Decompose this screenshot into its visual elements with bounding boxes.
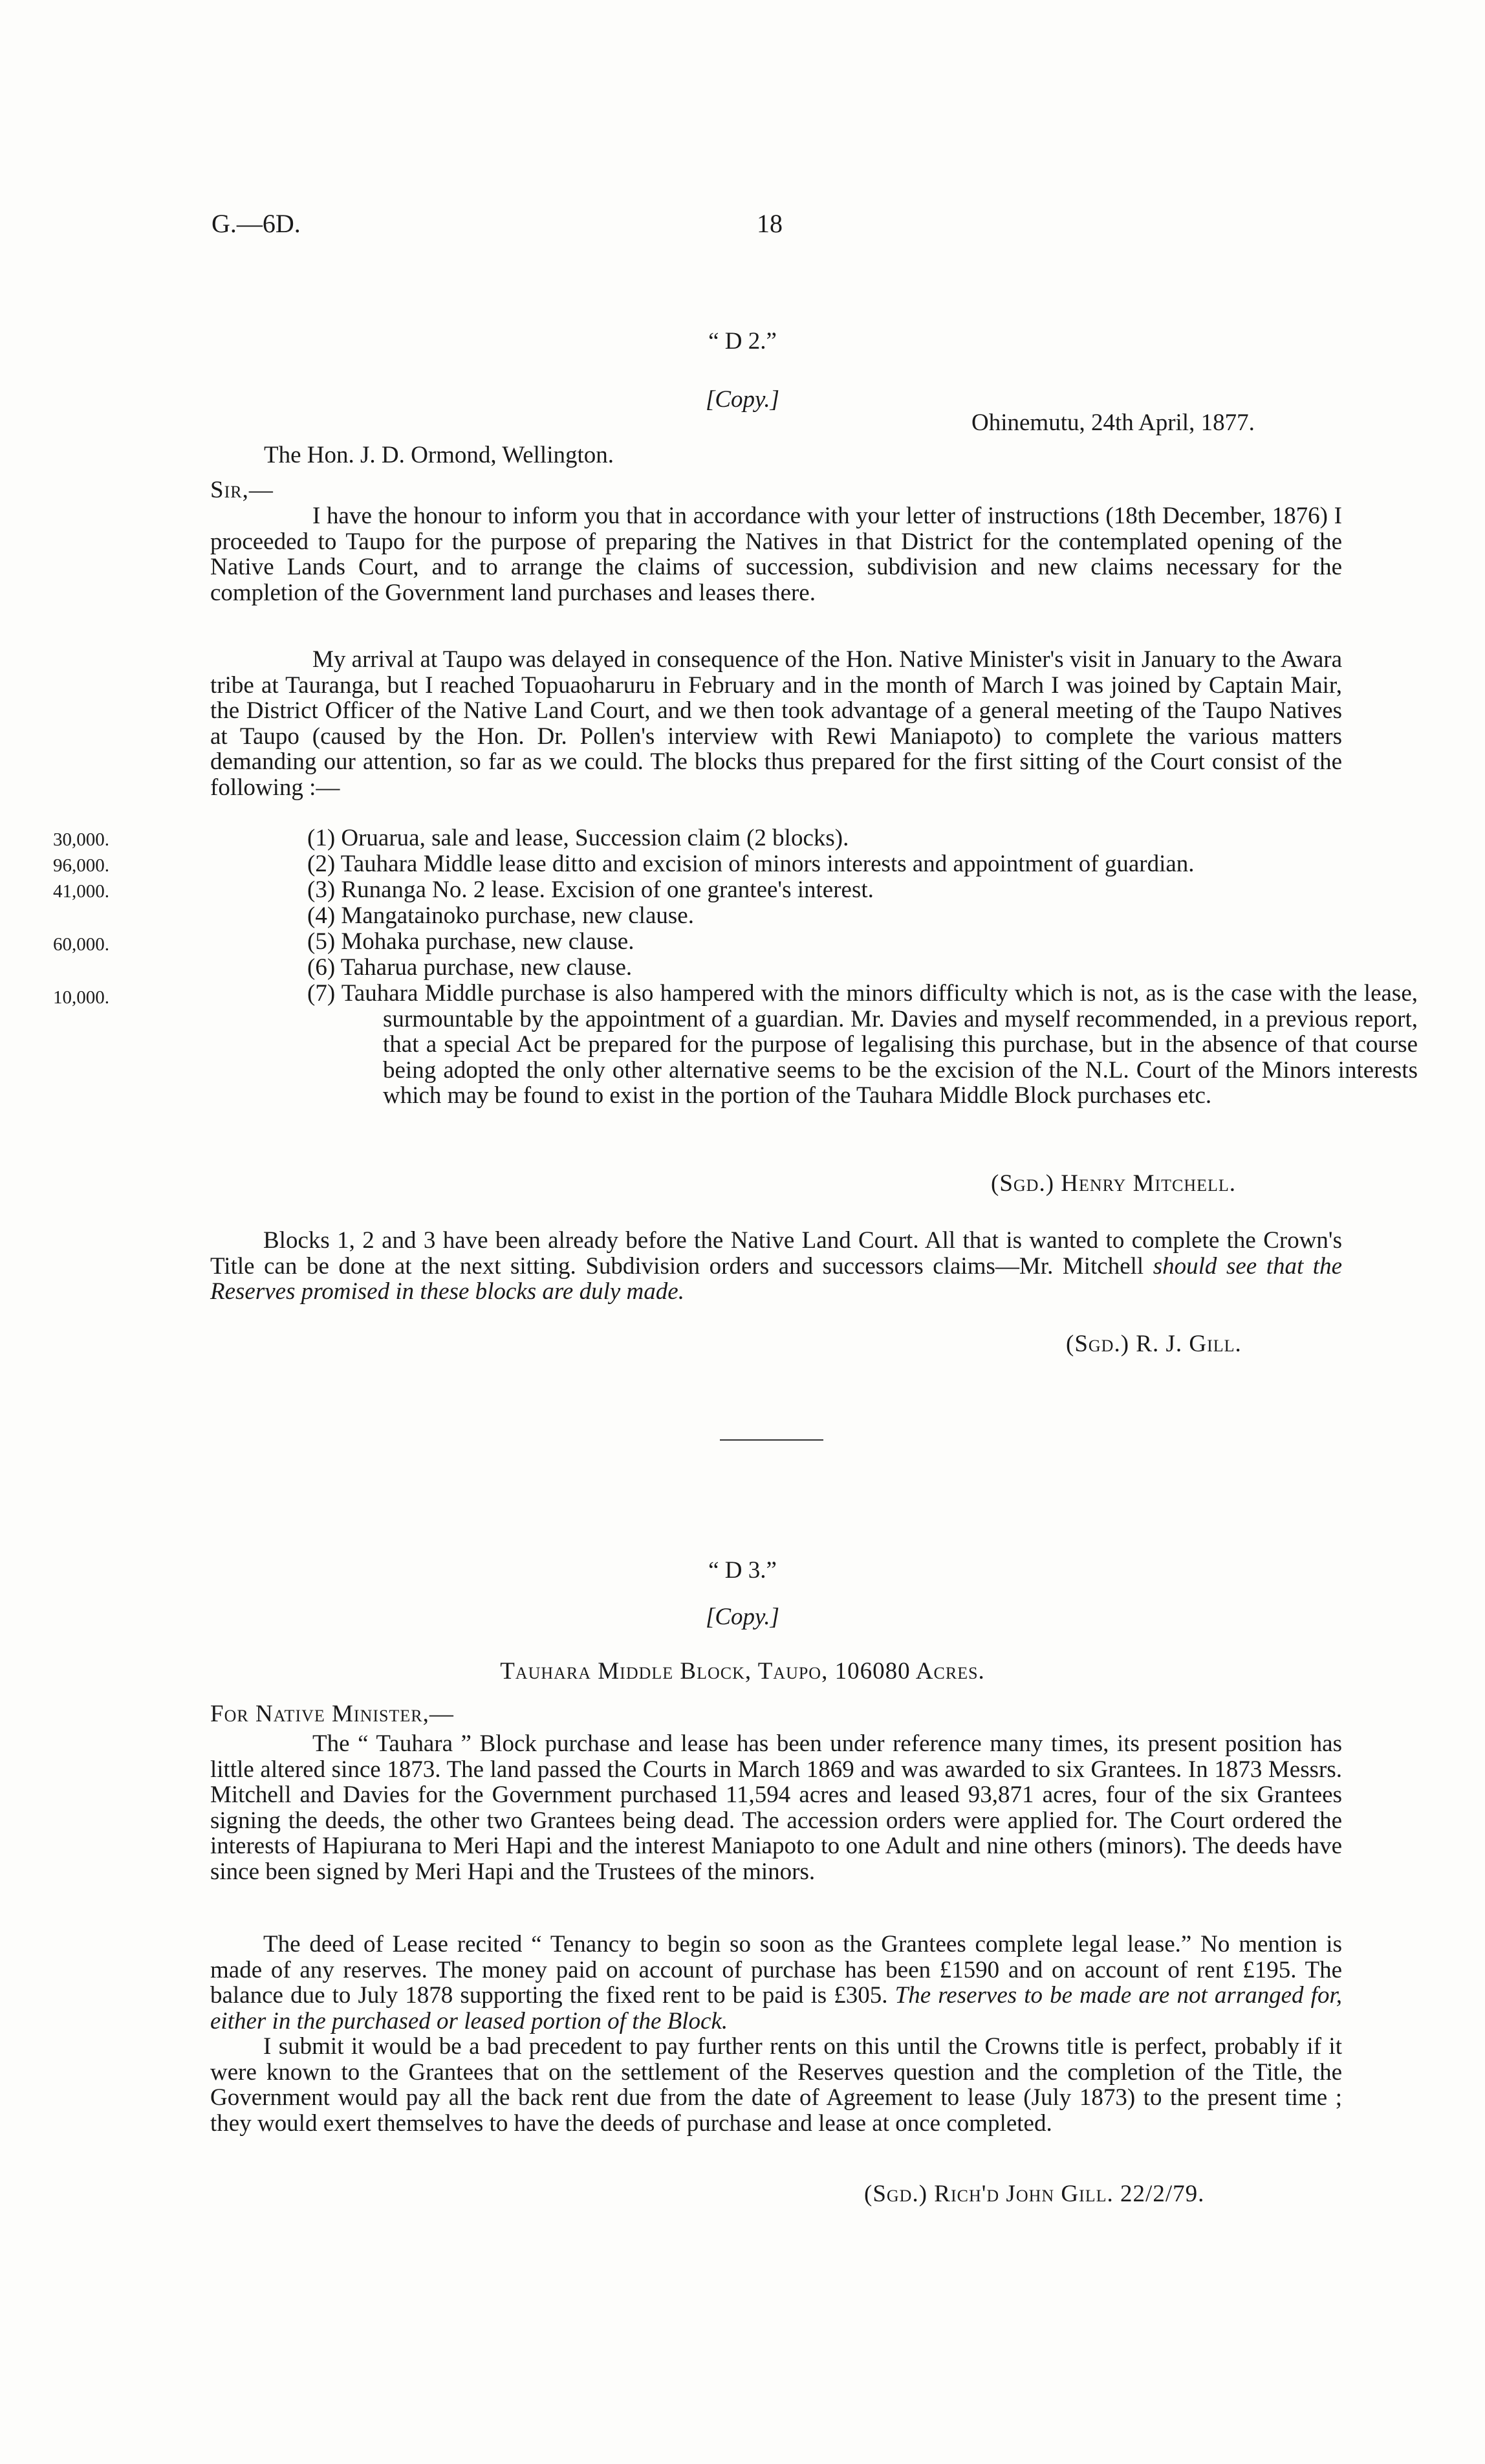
d2-note bbox=[210, 1228, 1342, 1305]
d2-note-italic: should see that the Reserves promised in these blocks are duly made. bbox=[210, 1252, 1342, 1305]
d2-copy-label: [Copy.] bbox=[705, 386, 780, 413]
d3-paragraph-2 bbox=[210, 1932, 1342, 2034]
list-item: (7) Tauhara Middle purchase is also hampered with the minors difficulty which is not, as is the case with the lease, surmountable by the appointment of a guardian. Mr. Davies and myself recommended, in a previous report, that a special Act be prepared for the purpose of legalising this purchase, but in the absence of that course being adopted the only other alternative seems to be the excision of the N.L. Court of the Minors interests which may be found to exist in the portion of the Tauhara Middle Block purchases etc. bbox=[307, 980, 1418, 1109]
d3-label: “ D 3.” bbox=[708, 1557, 777, 1584]
d2-signature-mitchell: (Sgd.) Henry Mitchell. bbox=[991, 1170, 1237, 1197]
d3-paragraph-1: The “ Tauhara ” Block purchase and lease has been under reference many times, its present position has little altered since 1873. The land passed the Courts in March 1869 and was awarded to six Grantees. In 1873 Messrs. Mitchell and Davies for the Government purchased 11,594 acres and leased 93,871 acres, four of the six Grantees signing the deeds, the other two Grantees being dead. The accession orders were applied for. The Court ordered the interests of Hapiurana to Meri Hapi and the interest Maniapoto to one Adult and nine others (minors). The deeds have since been signed by Meri Hapi and the Trustees of the minors. bbox=[210, 1730, 1342, 1885]
list-item: (3) Runanga No. 2 lease. Excision of one grantee's interest. bbox=[307, 877, 874, 903]
margin-acreage-3: 41,000. bbox=[53, 881, 109, 902]
margin-acreage-5: 60,000. bbox=[53, 934, 109, 955]
document-reference: G.—6D. bbox=[211, 209, 301, 238]
section-divider bbox=[720, 1439, 823, 1441]
d3-copy-label: [Copy.] bbox=[705, 1604, 780, 1630]
list-item: (2) Tauhara Middle lease ditto and excision of minors interests and appointment of guardian. bbox=[307, 851, 1195, 877]
d3-salutation: For Native Minister,— bbox=[210, 1701, 454, 1727]
d2-paragraph-1: I have the honour to inform you that in accordance with your letter of instructions (18th December, 1876) I proceeded to Taupo for the purpose of preparing the Natives in that District for the contemplated opening of the Native Lands Court, and to arrange the claims of succession, subdivision and new claims necessary for the completion of the Government land purchases and leases there. bbox=[210, 503, 1342, 606]
list-item: (6) Taharua purchase, new clause. bbox=[307, 954, 633, 981]
d3-signature: (Sgd.) Rich'd John Gill. 22/2/79. bbox=[864, 2181, 1205, 2207]
d2-label: “ D 2.” bbox=[708, 328, 777, 354]
margin-acreage-7: 10,000. bbox=[53, 987, 109, 1008]
margin-acreage-1: 30,000. bbox=[53, 829, 109, 850]
d3-paragraph-2-text: The deed of Lease recited “ Tenancy to begin so soon as the Grantees complete legal lease.” No mention is made of any reserves. The money paid on account of purchase has been £1590 and on account of rent £195. The balance due to July 1878 supporting the fixed rent to be paid is £305. bbox=[210, 1931, 1342, 2009]
page-number: 18 bbox=[757, 209, 783, 238]
list-item: (1) Oruarua, sale and lease, Succession claim (2 blocks). bbox=[307, 825, 849, 851]
list-item: (4) Mangatainoko purchase, new clause. bbox=[307, 902, 694, 929]
d3-paragraph-2-italic: The reserves to be made are not arranged for, either in the purchased or leased portion of the Block. bbox=[210, 1982, 1342, 2034]
d2-addressee: The Hon. J. D. Ormond, Wellington. bbox=[264, 442, 614, 468]
d3-title: Tauhara Middle Block, Taupo, 106080 Acres. bbox=[500, 1658, 985, 1684]
d2-signature-gill: (Sgd.) R. J. Gill. bbox=[1066, 1331, 1242, 1357]
d2-salutation: Sir,— bbox=[210, 477, 274, 503]
d2-place-date: Ohinemutu, 24th April, 1877. bbox=[971, 409, 1255, 436]
d2-paragraph-2: My arrival at Taupo was delayed in consequence of the Hon. Native Minister's visit in January to the Awara tribe at Tauranga, but I reached Topuaoharuru in February and in the month of March I was joined by Captain Mair, the District Officer of the Native Land Court, and we then took advantage of a general meeting of the Taupo Natives at Taupo (caused by the Hon. Dr. Pollen's interview with Rewi Maniapoto) to complete the various matters demanding our attention, so far as we could. The blocks thus prepared for the first sitting of the Court consist of the following :— bbox=[210, 646, 1342, 801]
margin-acreage-2: 96,000. bbox=[53, 855, 109, 876]
list-item: (5) Mohaka purchase, new clause. bbox=[307, 928, 634, 955]
d2-note-text: Blocks 1, 2 and 3 have been already before the Native Land Court. All that is wanted to complete the Crown's Title can be done at the next sitting. Subdivision orders and successors claims—Mr. Mitchell bbox=[210, 1227, 1342, 1280]
d3-paragraph-3: I submit it would be a bad precedent to pay further rents on this until the Crowns title is perfect, probably if it were known to the Grantees that on the settlement of the Reserves question and the completion of the Title, the Government would pay all the back rent due from the date of Agreement to lease (July 1873) to the present time ; they would exert themselves to have the deeds of purchase and lease at once completed. bbox=[210, 2033, 1342, 2137]
